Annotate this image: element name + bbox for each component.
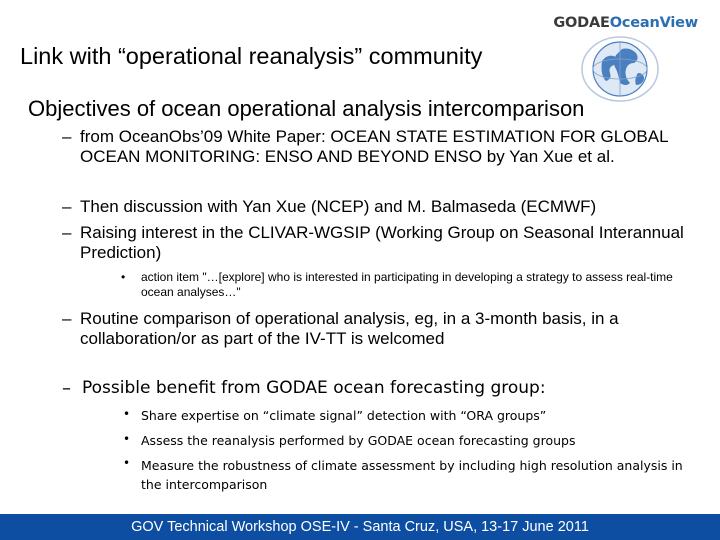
dash-bullet: –: [62, 378, 71, 399]
dash-bullet: –: [62, 197, 72, 216]
dot-bullet: •: [123, 432, 131, 446]
dash-bullet: –: [62, 309, 72, 328]
item-routine-comparison: Routine comparison of operational analysis, eg, in a 3-month basis, in a collaboration/or as part of the IV-TT is welcomed: [80, 309, 619, 348]
globe-logo-icon: [580, 35, 660, 103]
item-oceanobs: from OceanObs’09 White Paper: OCEAN STATE ESTIMATION FOR GLOBAL OCEAN MONITORING: ENSO AND BEYOND ENSO by Yan Xue et al.: [80, 127, 668, 166]
benefit-assess-reanalysis: Assess the reanalysis performed by GODAE ocean forecasting groups: [141, 433, 576, 448]
godae-oceanview-brand: [553, 15, 698, 31]
item-discussion: Then discussion with Yan Xue (NCEP) and M. Balmaseda (ECMWF): [80, 197, 597, 216]
dot-bullet: •: [123, 456, 131, 470]
action-item-text: action item "…[explore] who is interested in participating in developing a strategy to assess real-time ocean analyses…": [141, 270, 673, 299]
footer-text: GOV Technical Workshop OSE-IV - Santa Cruz, USA, 13-17 June 2011: [131, 519, 589, 535]
item-possible-benefit: Possible benefit from GODAE ocean forecasting group:: [82, 378, 546, 398]
benefit-share-expertise: Share expertise on “climate signal” detection with “ORA groups”: [141, 408, 547, 423]
dot-bullet: •: [121, 270, 126, 284]
dot-bullet: •: [123, 407, 131, 421]
item-clivar: Raising interest in the CLIVAR-WGSIP (Working Group on Seasonal Interannual Prediction): [80, 223, 684, 262]
dash-bullet: –: [62, 127, 72, 146]
brand-godae: GODAE: [553, 15, 610, 31]
benefit-measure-robustness: Measure the robustness of climate assessment by including high resolution analysis in the intercomparison: [141, 458, 683, 492]
slide-title: Link with “operational reanalysis” community: [20, 43, 483, 69]
footer-bar: [0, 514, 720, 540]
objectives-heading: Objectives of ocean operational analysis intercomparison: [28, 96, 585, 121]
dash-bullet: –: [62, 223, 72, 242]
brand-oceanview: OceanView: [609, 15, 698, 31]
